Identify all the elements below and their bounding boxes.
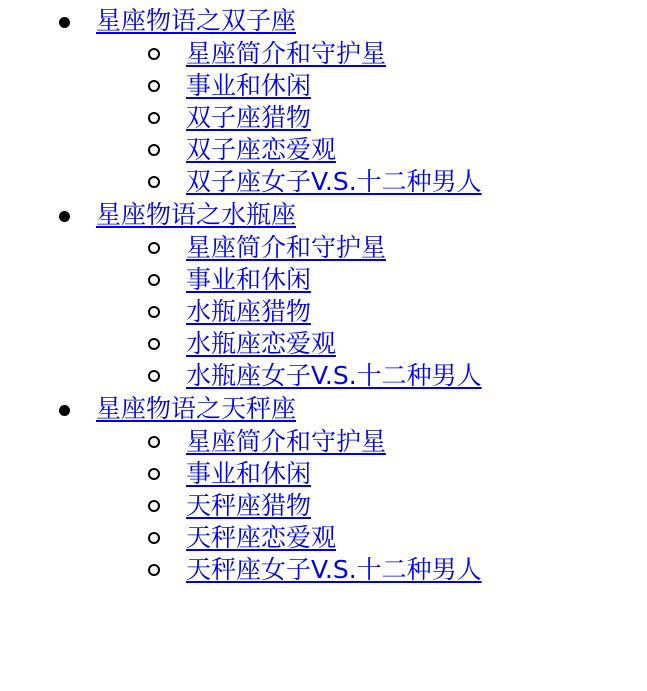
circle-bullet — [148, 242, 160, 254]
list-item — [186, 102, 482, 134]
group-link-libra[interactable]: 星座物语之天秤座 — [96, 394, 297, 423]
group-aquarius — [0, 198, 482, 392]
list-item — [186, 134, 482, 166]
group-link-gemini[interactable]: 星座物语之双子座 — [96, 6, 297, 35]
group-link-aquarius[interactable]: 星座物语之水瓶座 — [96, 200, 297, 229]
list-item — [186, 554, 482, 586]
link-career[interactable]: 事业和休闲 — [186, 71, 312, 100]
link-prey[interactable]: 双子座猎物 — [186, 103, 312, 132]
list-item — [186, 296, 482, 328]
list-item — [186, 522, 482, 554]
link-love[interactable]: 天秤座恋爱观 — [186, 523, 337, 552]
circle-bullet — [148, 80, 160, 92]
circle-bullet — [148, 176, 160, 188]
group-gemini — [0, 4, 482, 198]
link-intro[interactable]: 星座简介和守护星 — [186, 233, 387, 262]
circle-bullet — [148, 500, 160, 512]
list-item — [186, 426, 482, 458]
disc-bullet — [59, 211, 70, 222]
disc-bullet — [59, 17, 70, 28]
list-item — [186, 264, 482, 296]
circle-bullet — [148, 112, 160, 124]
circle-bullet — [148, 48, 160, 60]
list-item — [186, 328, 482, 360]
list-item — [186, 38, 482, 70]
list-item — [186, 70, 482, 102]
circle-bullet — [148, 370, 160, 382]
circle-bullet — [148, 338, 160, 350]
link-love[interactable]: 双子座恋爱观 — [186, 135, 337, 164]
link-prey[interactable]: 水瓶座猎物 — [186, 297, 312, 326]
list-item — [186, 166, 482, 198]
link-love[interactable]: 水瓶座恋爱观 — [186, 329, 337, 358]
circle-bullet — [148, 436, 160, 448]
link-prey[interactable]: 天秤座猎物 — [186, 491, 312, 520]
list-item — [186, 490, 482, 522]
circle-bullet — [148, 306, 160, 318]
list-item — [186, 360, 482, 392]
circle-bullet — [148, 532, 160, 544]
list-item — [186, 232, 482, 264]
link-career[interactable]: 事业和休闲 — [186, 459, 312, 488]
group-libra — [0, 392, 482, 586]
zodiac-story-list — [0, 4, 482, 586]
link-intro[interactable]: 星座简介和守护星 — [186, 39, 387, 68]
list-item — [186, 458, 482, 490]
link-intro[interactable]: 星座简介和守护星 — [186, 427, 387, 456]
sublist-libra — [96, 426, 482, 586]
circle-bullet — [148, 274, 160, 286]
link-vs-men[interactable]: 天秤座女子V.S.十二种男人 — [186, 555, 482, 584]
sublist-gemini — [96, 38, 482, 198]
circle-bullet — [148, 564, 160, 576]
sublist-aquarius — [96, 232, 482, 392]
circle-bullet — [148, 144, 160, 156]
link-vs-men[interactable]: 水瓶座女子V.S.十二种男人 — [186, 361, 482, 390]
link-career[interactable]: 事业和休闲 — [186, 265, 312, 294]
circle-bullet — [148, 468, 160, 480]
link-vs-men[interactable]: 双子座女子V.S.十二种男人 — [186, 167, 482, 196]
disc-bullet — [59, 405, 70, 416]
